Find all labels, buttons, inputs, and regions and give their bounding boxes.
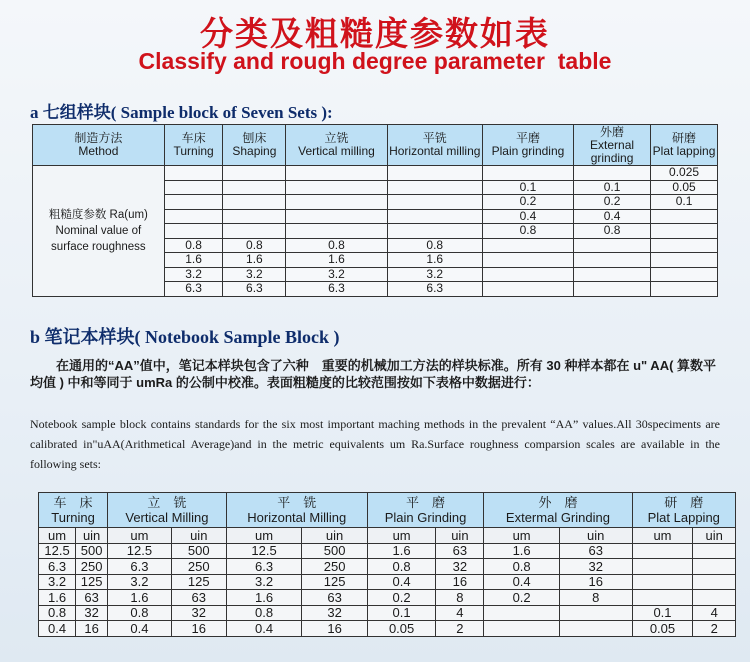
notebook-sample-table: [38, 492, 736, 637]
table-cell: 16: [302, 621, 367, 637]
table-cell: 3.2: [39, 574, 76, 590]
col-header: 外 磨 Extermal Grinding: [484, 493, 632, 528]
table-cell: 0.2: [482, 195, 573, 210]
table-cell: 16: [76, 621, 108, 637]
table-cell: [651, 267, 718, 282]
table-cell: 0.025: [651, 166, 718, 181]
col-header: 研磨 Plat lapping: [651, 125, 718, 166]
table-cell: 0.4: [226, 621, 302, 637]
col-header: 车 床 Turning: [39, 493, 108, 528]
table-cell: 3.2: [226, 574, 302, 590]
table-cell: [651, 209, 718, 224]
table-cell: 6.3: [387, 282, 482, 297]
table-cell: 3.2: [286, 267, 387, 282]
table-cell: 6.3: [39, 559, 76, 575]
table-cell: 0.4: [574, 209, 651, 224]
table-cell: 2: [693, 621, 736, 637]
table-cell: 63: [302, 590, 367, 606]
table-cell: [387, 224, 482, 239]
col-header: 立 铣 Vertical Milling: [108, 493, 227, 528]
col-header: 平 磨 Plain Grinding: [367, 493, 484, 528]
table-cell: 32: [171, 605, 226, 621]
table-cell: [387, 195, 482, 210]
unit-cell: uin: [693, 528, 736, 544]
table-cell: [286, 209, 387, 224]
table-row: [39, 574, 736, 590]
table-cell: 0.2: [367, 590, 436, 606]
col-header: 刨床 Shaping: [223, 125, 286, 166]
table-row: [39, 605, 736, 621]
table-cell: 8: [436, 590, 484, 606]
table-cell: 0.4: [482, 209, 573, 224]
description-en: Notebook sample block contains standards for the six most important maching methods in the prevalent “AA” values.All 30speciments are calibrated in"uAA(Arithmetical Average)and in the metric equivalents um Ra.Surface roughness comparsion scales are available in the following sets:: [30, 417, 720, 471]
table-cell: [484, 621, 560, 637]
table-cell: 0.8: [108, 605, 172, 621]
table-cell: [559, 605, 632, 621]
table-cell: 6.3: [223, 282, 286, 297]
table-cell: 32: [76, 605, 108, 621]
table-cell: [574, 238, 651, 253]
col-header: 车床 Turning: [164, 125, 223, 166]
table-cell: 1.6: [226, 590, 302, 606]
table-cell: [223, 195, 286, 210]
unit-cell: uin: [559, 528, 632, 544]
table-cell: 63: [436, 543, 484, 559]
table-cell: [693, 574, 736, 590]
table-cell: 125: [76, 574, 108, 590]
table-cell: [482, 267, 573, 282]
table-cell: [223, 209, 286, 224]
table-row: [39, 590, 736, 606]
table-cell: 3.2: [164, 267, 223, 282]
table-cell: [632, 559, 693, 575]
col-header: 外磨 External grinding: [574, 125, 651, 166]
table-cell: 0.05: [367, 621, 436, 637]
table-cell: 0.05: [651, 180, 718, 195]
table-cell: [164, 209, 223, 224]
table-cell: 4: [693, 605, 736, 621]
table-cell: 4: [436, 605, 484, 621]
table-cell: 63: [76, 590, 108, 606]
table-cell: 63: [559, 543, 632, 559]
section-b-heading: b 笔记本样块( Notebook Sample Block ): [30, 327, 340, 347]
table-cell: [387, 180, 482, 195]
table-cell: 0.8: [226, 605, 302, 621]
table-cell: 8: [559, 590, 632, 606]
col-header: 立铣 Vertical milling: [286, 125, 387, 166]
table-cell: 16: [559, 574, 632, 590]
table-cell: [387, 209, 482, 224]
table-cell: 1.6: [367, 543, 436, 559]
table-cell: 0.8: [367, 559, 436, 575]
table-cell: [482, 166, 573, 181]
table-cell: [482, 282, 573, 297]
table-cell: 500: [302, 543, 367, 559]
method-header: 制造方法 Method: [33, 125, 165, 166]
table-cell: [574, 282, 651, 297]
table-header-row: [33, 125, 718, 166]
col-header: 研 磨 Plat Lapping: [632, 493, 735, 528]
table-cell: 500: [76, 543, 108, 559]
table-cell: [482, 253, 573, 268]
table-cell: [286, 195, 387, 210]
table-cell: [693, 559, 736, 575]
table-cell: 1.6: [387, 253, 482, 268]
table-cell: [651, 238, 718, 253]
table-cell: [574, 253, 651, 268]
table-cell: 32: [559, 559, 632, 575]
table-cell: 125: [171, 574, 226, 590]
unit-cell: um: [484, 528, 560, 544]
table-cell: [164, 180, 223, 195]
table-cell: 12.5: [108, 543, 172, 559]
table-cell: 0.4: [484, 574, 560, 590]
table-cell: [632, 590, 693, 606]
table-cell: 0.1: [367, 605, 436, 621]
table-cell: 0.05: [632, 621, 693, 637]
table-cell: [651, 253, 718, 268]
table-cell: 16: [171, 621, 226, 637]
table-cell: 0.2: [484, 590, 560, 606]
table-cell: 16: [436, 574, 484, 590]
unit-cell: um: [226, 528, 302, 544]
seven-sets-table: [32, 124, 718, 297]
unit-cell: um: [39, 528, 76, 544]
table-cell: [286, 224, 387, 239]
table-cell: 0.1: [482, 180, 573, 195]
table-cell: 0.4: [108, 621, 172, 637]
table-cell: 2: [436, 621, 484, 637]
table-cell: 3.2: [223, 267, 286, 282]
table-cell: 0.8: [286, 238, 387, 253]
table-cell: 0.1: [574, 180, 651, 195]
table-cell: 32: [302, 605, 367, 621]
col-header: 平 铣 Horizontal Milling: [226, 493, 367, 528]
table-cell: [484, 605, 560, 621]
table-cell: [223, 180, 286, 195]
table-cell: 125: [302, 574, 367, 590]
unit-cell: um: [632, 528, 693, 544]
unit-cell: um: [108, 528, 172, 544]
table-cell: [574, 166, 651, 181]
page-title-en: Classify and rough degree parameter table: [138, 48, 612, 74]
table-cell: [286, 166, 387, 181]
page-title-cn: 分类及粗糙度参数如表: [200, 14, 550, 53]
table-cell: 0.2: [574, 195, 651, 210]
table-cell: 63: [171, 590, 226, 606]
table-cell: 1.6: [108, 590, 172, 606]
table-cell: [164, 224, 223, 239]
table-cell: 0.8: [574, 224, 651, 239]
table-cell: 6.3: [164, 282, 223, 297]
table-cell: 3.2: [387, 267, 482, 282]
table-cell: [651, 282, 718, 297]
table-cell: [164, 195, 223, 210]
unit-cell: uin: [436, 528, 484, 544]
table-cell: 1.6: [286, 253, 387, 268]
table-cell: 1.6: [223, 253, 286, 268]
table-cell: [574, 267, 651, 282]
table-cell: [693, 590, 736, 606]
table-cell: 6.3: [226, 559, 302, 575]
table-cell: 0.4: [39, 621, 76, 637]
table-cell: [286, 180, 387, 195]
table-cell: 1.6: [164, 253, 223, 268]
table-cell: 0.8: [482, 224, 573, 239]
unit-cell: um: [367, 528, 436, 544]
table-cell: 1.6: [484, 543, 560, 559]
table-cell: 32: [436, 559, 484, 575]
table-cell: 1.6: [39, 590, 76, 606]
table-cell: [482, 238, 573, 253]
col-header: 平磨 Plain grinding: [482, 125, 573, 166]
units-row: [39, 528, 736, 544]
table-cell: [387, 166, 482, 181]
col-header: 平铣 Horizontal milling: [387, 125, 482, 166]
table-cell: [223, 166, 286, 181]
table-cell: [632, 574, 693, 590]
table-cell: [164, 166, 223, 181]
table-cell: 0.4: [367, 574, 436, 590]
table-cell: [693, 543, 736, 559]
table-cell: [559, 621, 632, 637]
unit-cell: uin: [171, 528, 226, 544]
table-cell: 0.8: [484, 559, 560, 575]
table-cell: 3.2: [108, 574, 172, 590]
unit-cell: uin: [302, 528, 367, 544]
table-cell: 6.3: [108, 559, 172, 575]
row-label: 粗糙度参数 Ra(um) Nominal value of surface roughness: [33, 166, 165, 297]
table-cell: 0.8: [164, 238, 223, 253]
table-cell: 250: [76, 559, 108, 575]
table-row: [39, 621, 736, 637]
table-cell: 0.1: [632, 605, 693, 621]
table-cell: 6.3: [286, 282, 387, 297]
table-cell: 0.8: [39, 605, 76, 621]
table-cell: 12.5: [39, 543, 76, 559]
table-cell: 250: [302, 559, 367, 575]
table-cell: 12.5: [226, 543, 302, 559]
table-cell: 0.8: [387, 238, 482, 253]
description-cn: 在通用的“AA”值中，笔记本样块包含了六种 重要的机械加工方法的样块标准。所有 30 种样本都在 u" AA( 算数平均值 ) 中和等同于 umRa 的公制中校准。表面粗糙度的比较范围按如下表格中数据进行：: [30, 358, 717, 390]
table-cell: 500: [171, 543, 226, 559]
table-cell: 0.8: [223, 238, 286, 253]
table-row: [33, 166, 718, 181]
table-row: [39, 543, 736, 559]
table-row: [39, 559, 736, 575]
table-cell: [223, 224, 286, 239]
section-a-heading: a 七组样块( Sample block of Seven Sets ):: [30, 103, 333, 122]
table-cell: 0.1: [651, 195, 718, 210]
unit-cell: uin: [76, 528, 108, 544]
table-cell: 250: [171, 559, 226, 575]
table-cell: [651, 224, 718, 239]
table-header-row: [39, 493, 736, 528]
table-cell: [632, 543, 693, 559]
